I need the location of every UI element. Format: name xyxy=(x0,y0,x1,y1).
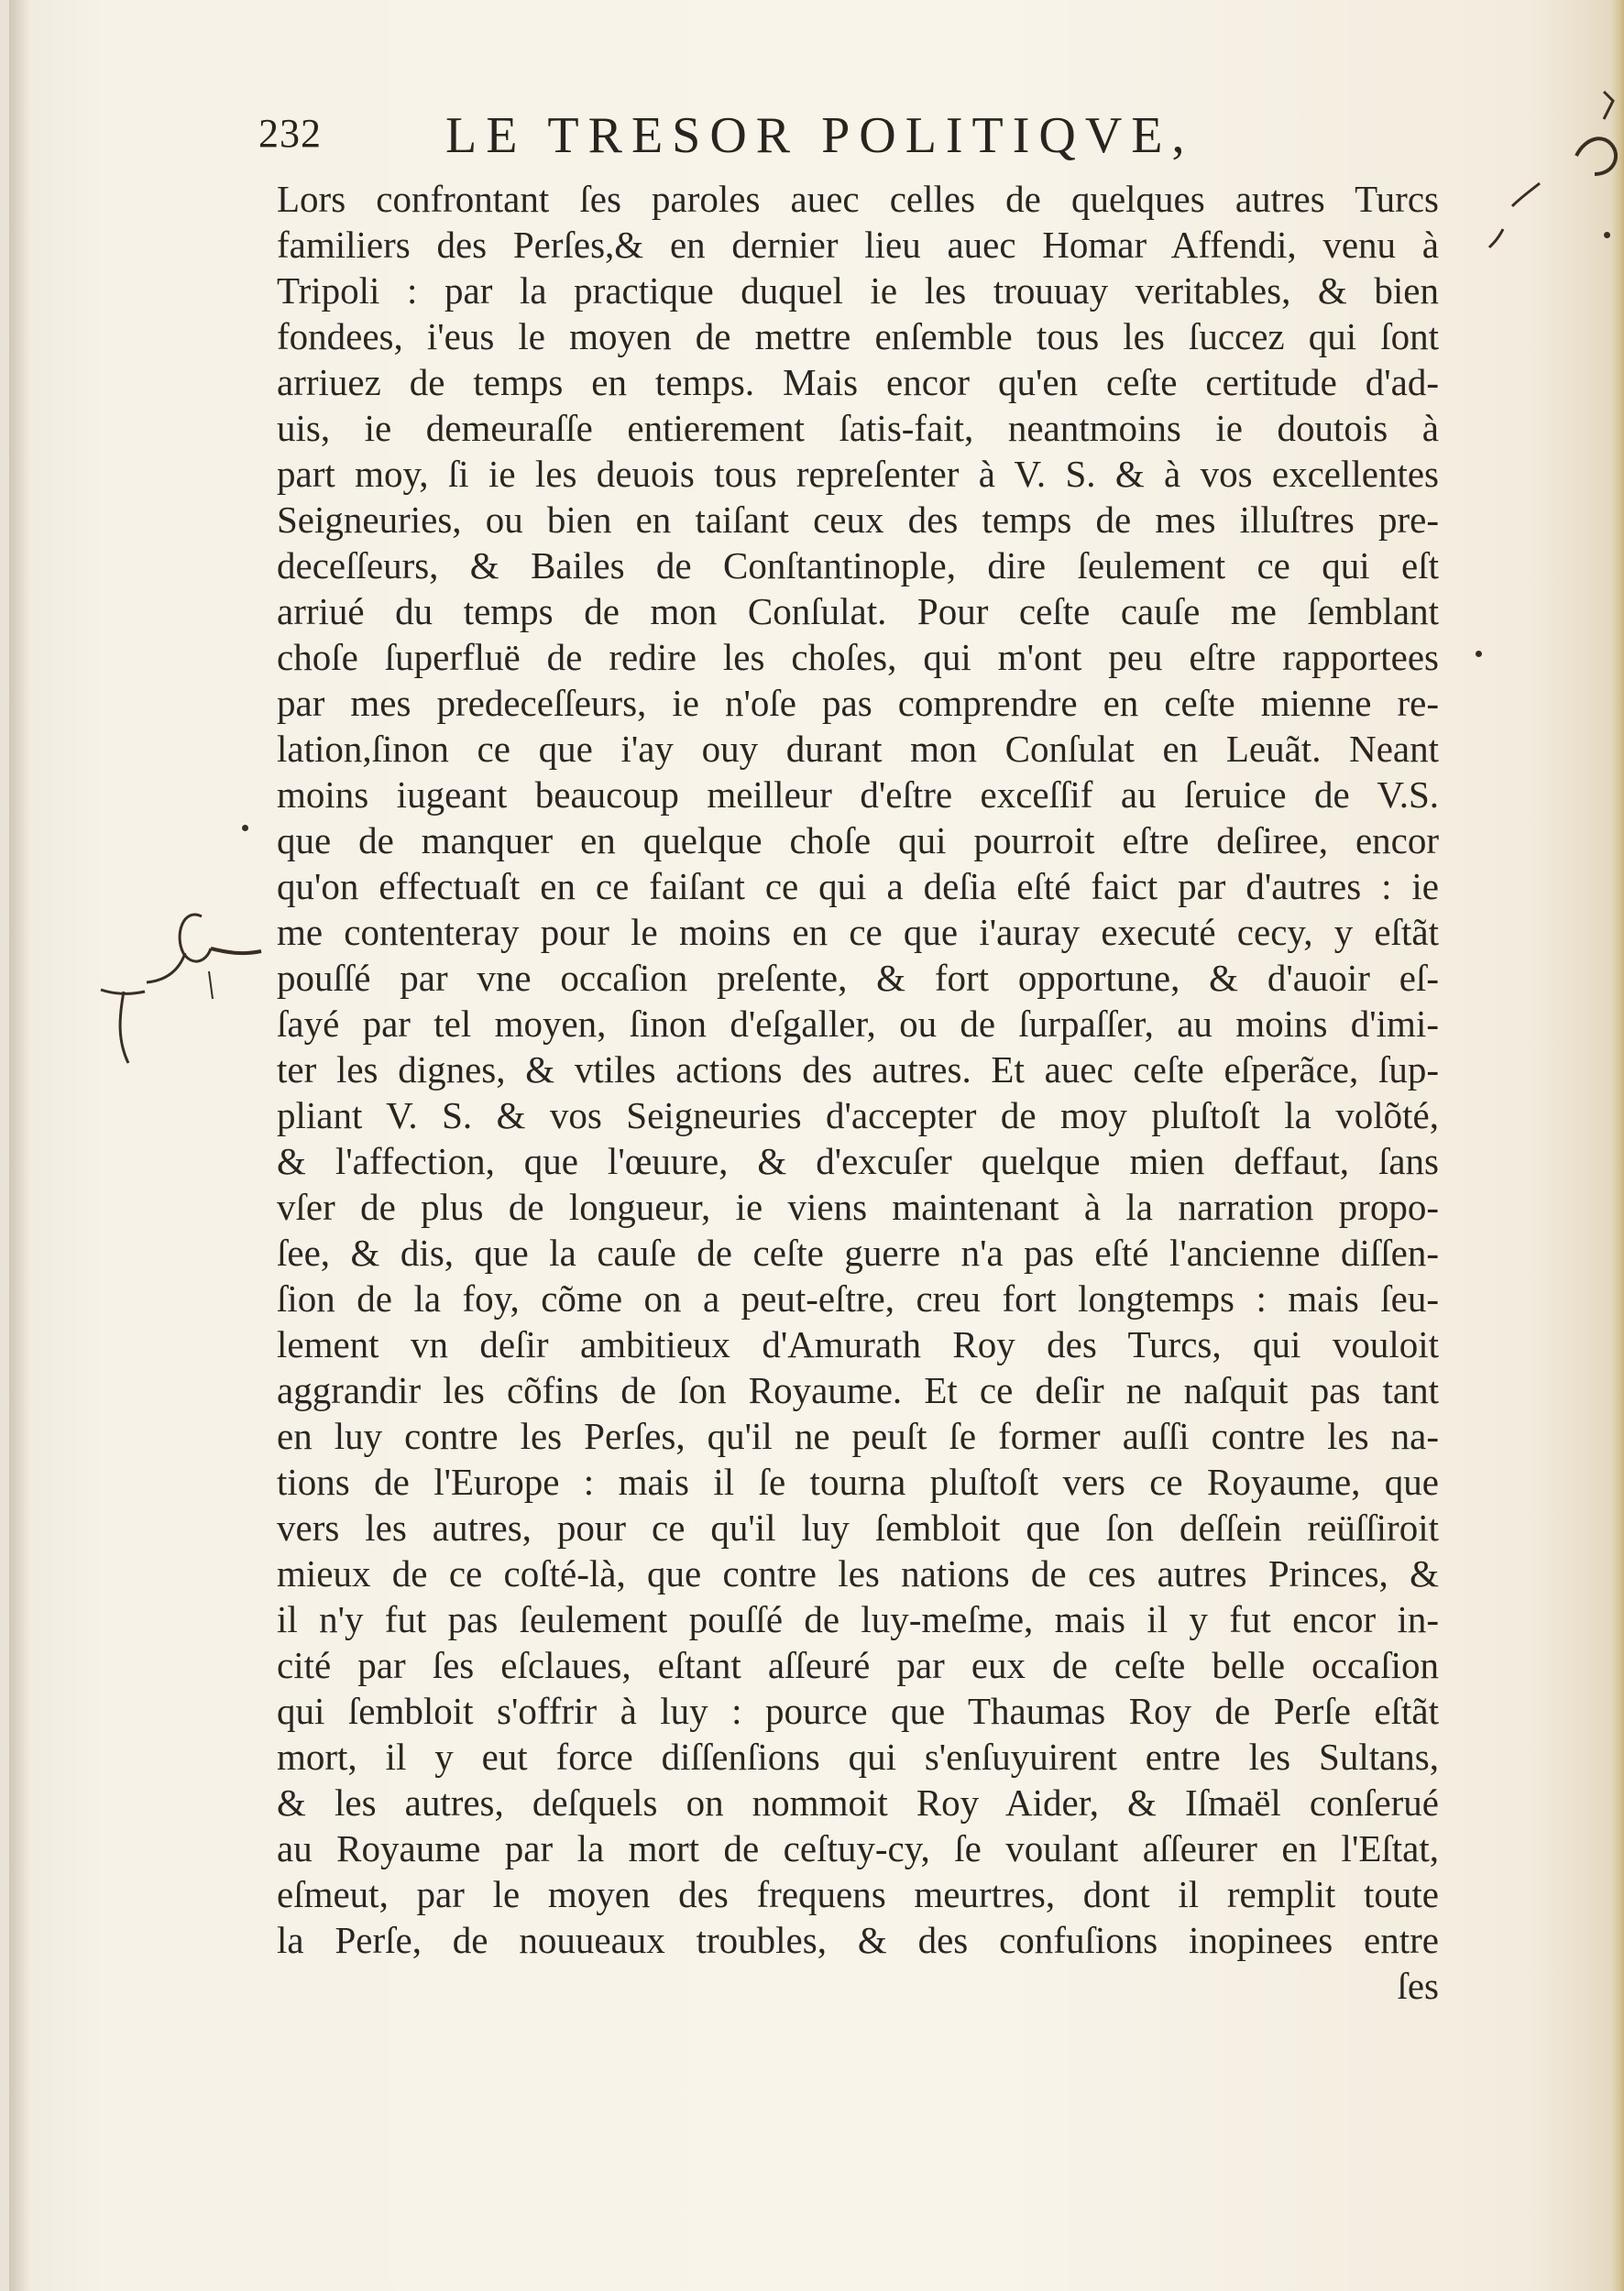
text-line: mort, il y eut force diſſenſions qui s'enſuyuirent entre les Sultans, xyxy=(277,1736,1439,1778)
text-line: lement vn deſir ambitieux d'Amurath Roy des Turcs, qui vouloit xyxy=(277,1323,1439,1365)
catchword: ſes xyxy=(1397,1965,1439,2007)
text-line: part moy, ſi ie les deuois tous repreſenter à V. S. & à vos excellentes xyxy=(277,453,1439,495)
text-line: mieux de ce coſté-là, que contre les nations de ces autres Princes, & xyxy=(277,1552,1439,1595)
text-line: au Royaume par la mort de ceſtuy-cy, ſe voulant aſſeurer en l'Eſtat, xyxy=(277,1827,1439,1869)
text-line: ter les dignes, & vtiles actions des autres. Et auec ceſte eſperãce, ſup- xyxy=(277,1048,1439,1091)
book-page xyxy=(9,0,1624,2291)
text-line: arriuez de temps en temps. Mais encor qu'en ceſte certitude d'ad- xyxy=(277,361,1439,403)
text-line: choſe ſuperfluë de redire les choſes, qui m'ont peu eſtre rapportees xyxy=(277,636,1439,678)
page-header xyxy=(258,103,1285,176)
text-line: qui ſembloit s'offrir à luy : pource que Thaumas Roy de Perſe eſtãt xyxy=(277,1690,1439,1732)
body-text xyxy=(277,176,1439,2009)
text-line: deceſſeurs, & Bailes de Conſtantinople, dire ſeulement ce qui eſt xyxy=(277,544,1439,586)
text-line: la Perſe, de nouueaux troubles, & des confuſions inopinees entre xyxy=(277,1919,1439,1961)
text-line: en luy contre les Perſes, qu'il ne peuſt ſe former auſſi contre les na- xyxy=(277,1415,1439,1457)
text-line: ſion de la foy, cõme on a peut-eſtre, creu fort longtemps : mais ſeu- xyxy=(277,1277,1439,1320)
text-line: arriué du temps de mon Conſulat. Pour ceſte cauſe me ſemblant xyxy=(277,590,1439,632)
text-line: uis, ie demeuraſſe entierement ſatis-fait, neantmoins ie doutois à xyxy=(277,407,1439,449)
handwritten-annotation-left xyxy=(92,880,293,1100)
text-line: ſayé par tel moyen, ſinon d'eſgaller, ou de ſurpaſſer, au moins d'imi- xyxy=(277,1003,1439,1045)
text-line: & l'affection, que l'œuure, & d'excuſer quelque mien deffaut, ſans xyxy=(277,1140,1439,1182)
ink-speck xyxy=(242,825,248,831)
text-line: Lors confrontant ſes paroles auec celles de quelques autres Turcs xyxy=(277,178,1439,220)
running-title: LE TRESOR POLITIQVE, xyxy=(445,107,1194,164)
text-line: Tripoli : par la practique duquel ie les trouuay veritables, & bien xyxy=(277,269,1439,312)
ink-speck xyxy=(1476,651,1482,657)
text-line: pouſſé par vne occaſion preſente, & fort opportune, & d'auoir eſ- xyxy=(277,957,1439,999)
text-line: & les autres, deſquels on nommoit Roy Aider, & Iſmaël conſerué xyxy=(277,1781,1439,1824)
text-line: lation,ſinon ce que i'ay ouy durant mon Conſulat en Leuãt. Neant xyxy=(277,728,1439,770)
text-line: ſee, & dis, que la cauſe de ceſte guerre n'a pas eſté l'ancienne diſſen- xyxy=(277,1232,1439,1274)
page-edge-stain xyxy=(1611,0,1624,2291)
text-line: moins iugeant beaucoup meilleur d'eſtre exceſſif au ſeruice de V.S. xyxy=(277,773,1439,816)
text-line: Seigneuries, ou bien en taiſant ceux des temps de mes illuſtres pre- xyxy=(277,499,1439,541)
text-line: me contenteray pour le moins en ce que i'auray executé cecy, y eſtãt xyxy=(277,911,1439,953)
handwritten-annotation-right xyxy=(1466,82,1624,275)
text-line: familiers des Perſes,& en dernier lieu auec Homar Affendi, venu à xyxy=(277,224,1439,266)
text-line: qu'on effectuaſt en ce faiſant ce qui a deſia eſté faict par d'autres : ie xyxy=(277,865,1439,907)
text-line: tions de l'Europe : mais il ſe tourna pluſtoſt vers ce Royaume, que xyxy=(277,1461,1439,1503)
text-line: pliant V. S. & vos Seigneuries d'accepter de moy pluſtoſt la volõté, xyxy=(277,1094,1439,1136)
spine-shadow xyxy=(9,0,29,2291)
text-line: vſer de plus de longueur, ie viens maintenant à la narration propo- xyxy=(277,1186,1439,1228)
text-line: vers les autres, pour ce qu'il luy ſembloit que ſon deſſein reüſſiroit xyxy=(277,1507,1439,1549)
text-line: cité par ſes eſclaues, eſtant aſſeuré par eux de ceſte belle occaſion xyxy=(277,1644,1439,1686)
text-line: eſmeut, par le moyen des frequens meurtres, dont il remplit toute xyxy=(277,1873,1439,1915)
ink-speck xyxy=(1604,232,1610,238)
text-line: par mes predeceſſeurs, ie n'oſe pas comprendre en ceſte mienne re- xyxy=(277,682,1439,724)
text-line: fondees, i'eus le moyen de mettre enſemble tous les ſuccez qui ſont xyxy=(277,315,1439,357)
text-line: il n'y fut pas ſeulement pouſſé de luy-meſme, mais il y fut encor in- xyxy=(277,1598,1439,1640)
text-line: que de manquer en quelque choſe qui pourroit eſtre deſiree, encor xyxy=(277,819,1439,861)
page-number: 232 xyxy=(258,111,322,156)
text-line: aggrandir les cõfins de ſon Royaume. Et ce deſir ne naſquit pas tant xyxy=(277,1369,1439,1411)
